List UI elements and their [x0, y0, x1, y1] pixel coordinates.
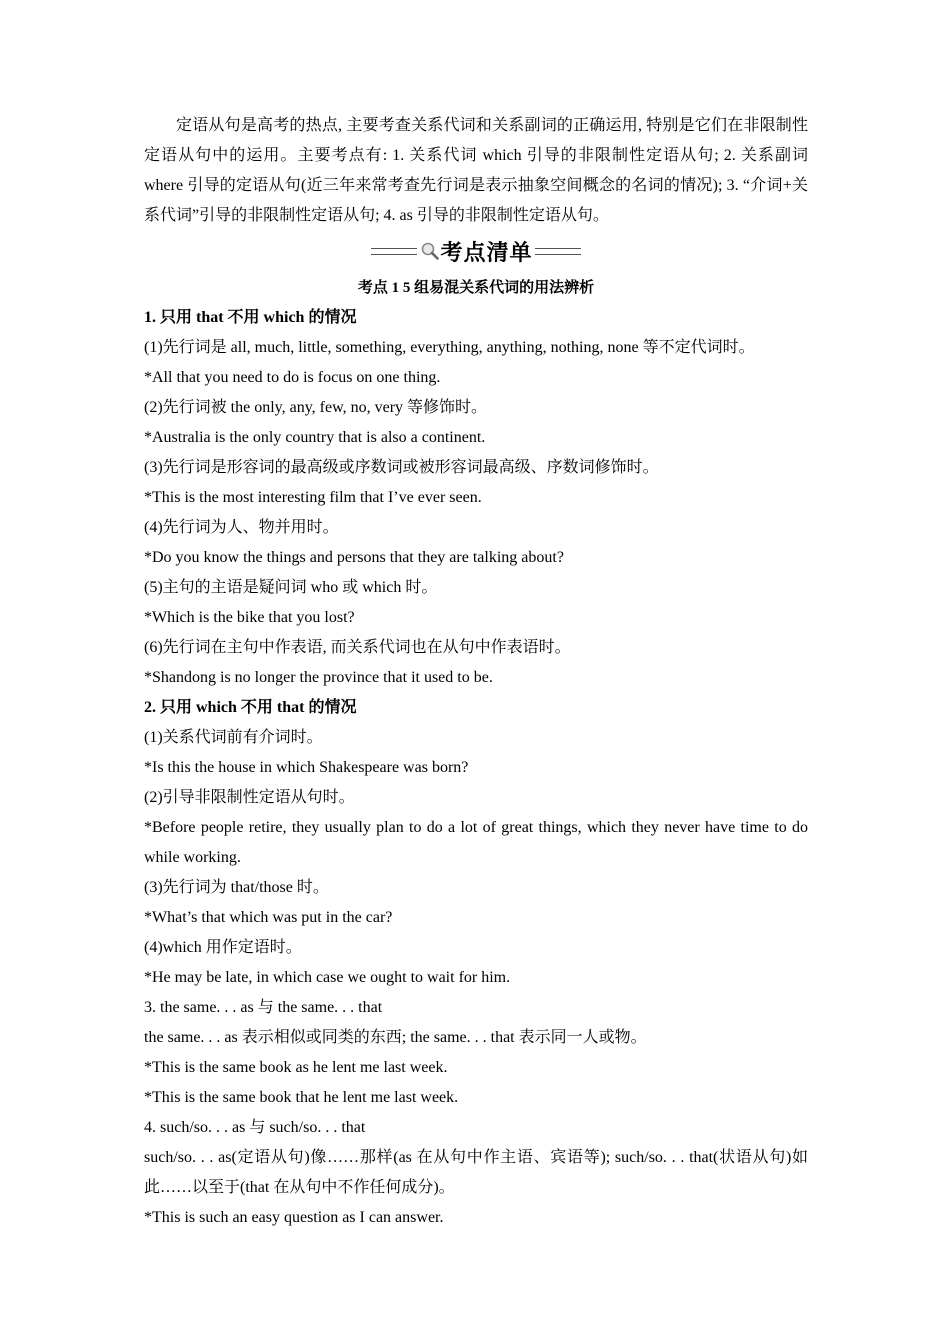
text-line: *Before people retire, they usually plan to do a lot of great things, which they never have time to do while working. — [144, 819, 808, 866]
banner-right-rule — [535, 248, 581, 255]
subheading: 考点 1 5 组易混关系代词的用法辨析 — [357, 280, 595, 296]
banner-title: 考点清单 — [440, 239, 533, 266]
text-line: *Shandong is no longer the province that it used to be. — [144, 669, 493, 686]
text-line: *This is the most interesting film that I’ve ever seen. — [144, 489, 482, 506]
text-line: *What’s that which was put in the car? — [144, 909, 393, 926]
banner-left-rule — [371, 248, 417, 255]
text-line: (3)先行词是形容词的最高级或序数词或被形容词最高级、序数词修饰时。 — [144, 459, 659, 476]
text-line: the same. . . as 表示相似或同类的东西; the same. . . that 表示同一人或物。 — [144, 1029, 647, 1046]
text-line: (2)引导非限制性定语从句时。 — [144, 789, 355, 806]
text-line: 1. 只用 that 不用 which 的情况 — [144, 309, 357, 326]
text-line: (1)关系代词前有介词时。 — [144, 729, 323, 746]
intro-paragraph: 定语从句是高考的热点, 主要考查关系代词和关系副词的正确运用, 特别是它们在非限制性定语从句中的运用。主要考点有: 1. 关系代词 which 引导的非限制性定语从句; 2. 关系副词 where 引导的定语从句(近三年来常考查先行词是表示抽象空间概念的名词的情况); 3. “介词+关系代词”引导的非限制性定语从句; 4. as 引导的非限制性定语从句。 — [144, 117, 808, 224]
text-line: (1)先行词是 all, much, little, something, everything, anything, nothing, none 等不定代词时。 — [144, 339, 755, 356]
content-lines — [144, 303, 808, 1233]
document-page — [144, 111, 808, 1233]
text-line: 4. such/so. . . as 与 such/so. . . that — [144, 1119, 366, 1136]
magnifier-icon — [420, 241, 440, 261]
text-line: *He may be late, in which case we ought to wait for him. — [144, 969, 511, 986]
text-line: (6)先行词在主句中作表语, 而关系代词也在从句中作表语时。 — [144, 639, 571, 656]
text-line: (4)which 用作定语时。 — [144, 939, 302, 956]
section-banner — [144, 231, 808, 271]
text-line: *Is this the house in which Shakespeare was born? — [144, 759, 469, 776]
text-line: *This is the same book that he lent me last week. — [144, 1089, 459, 1106]
text-line: *Australia is the only country that is also a continent. — [144, 429, 486, 446]
text-line: *This is the same book as he lent me last week. — [144, 1059, 448, 1076]
text-line: *Which is the bike that you lost? — [144, 609, 355, 626]
text-line: (4)先行词为人、物并用时。 — [144, 519, 339, 536]
text-line: (2)先行词被 the only, any, few, no, very 等修饰时。 — [144, 399, 488, 416]
text-line: such/so. . . as(定语从句)像……那样(as 在从句中作主语、宾语等); such/so. . . that(状语从句)如此……以至于(that 在从句中不作任何成分)。 — [144, 1149, 808, 1196]
text-line: 3. the same. . . as 与 the same. . . that — [144, 999, 383, 1016]
text-line: *Do you know the things and persons that they are talking about? — [144, 549, 564, 566]
text-line: 2. 只用 which 不用 that 的情况 — [144, 699, 357, 716]
text-line: (5)主句的主语是疑问词 who 或 which 时。 — [144, 579, 438, 596]
text-line: *All that you need to do is focus on one thing. — [144, 369, 441, 386]
text-line: *This is such an easy question as I can answer. — [144, 1209, 444, 1226]
text-line: (3)先行词为 that/those 时。 — [144, 879, 329, 896]
